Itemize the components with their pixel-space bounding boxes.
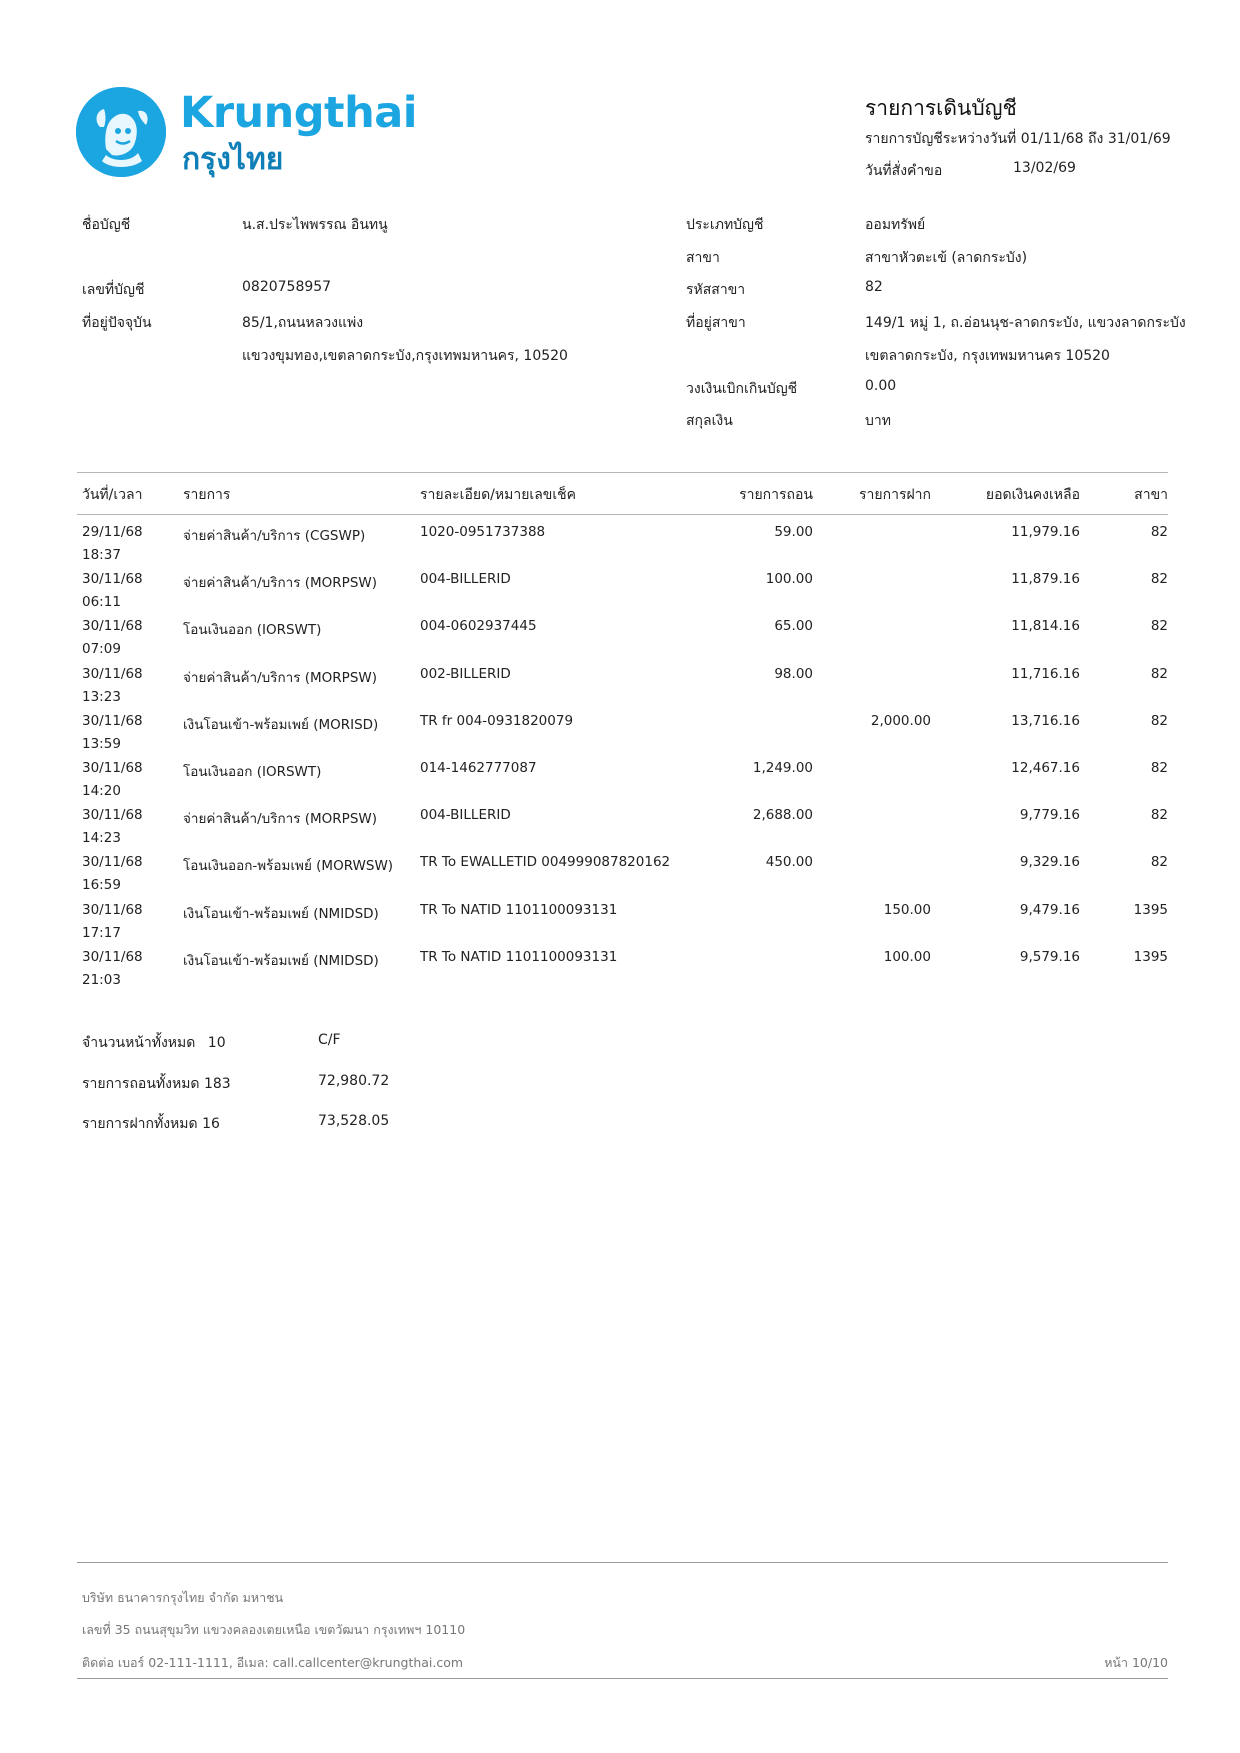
summary-withdraw-label: รายการถอนทั้งหมด xyxy=(82,1076,200,1092)
cell-date: 30/11/68 xyxy=(82,760,143,776)
period-label: รายการบัญชีระหว่างวันที่ xyxy=(865,131,1017,147)
cell-branch: 82 xyxy=(1150,618,1168,634)
cell-withdraw: 450.00 xyxy=(765,854,813,870)
footer-company: บริษัท ธนาคารกรุงไทย จำกัด มหาชน xyxy=(82,1590,284,1605)
cell-time: 13:23 xyxy=(82,689,121,705)
cell-balance: 12,467.16 xyxy=(1011,760,1080,776)
summary-deposit-total: 73,528.05 xyxy=(318,1113,390,1129)
footer-address: เลขที่ 35 ถนนสุขุมวิท แขวงคลองเตยเหนือ เขตวัฒนา กรุงเทพฯ 10110 xyxy=(82,1622,466,1637)
cell-branch: 82 xyxy=(1150,571,1168,587)
table-top-rule xyxy=(77,472,1168,473)
col-header-item: รายการ xyxy=(183,487,231,503)
phra-siam-devadhiraj-icon xyxy=(76,87,166,177)
footer-contact: ติดต่อ เบอร์ 02-111-1111, อีเมล: call.callcenter@krungthai.com xyxy=(82,1655,464,1670)
cell-branch: 82 xyxy=(1150,524,1168,540)
cell-withdraw: 2,688.00 xyxy=(752,807,813,823)
cell-date: 30/11/68 xyxy=(82,618,143,634)
col-header-withdraw: รายการถอน xyxy=(739,487,813,503)
currency-value: บาท xyxy=(865,413,891,429)
cell-deposit: 100.00 xyxy=(883,949,931,965)
logo-name-en: Krungthai xyxy=(180,88,417,138)
cell-balance: 11,716.16 xyxy=(1011,666,1080,682)
address-label: ที่อยู่ปัจจุบัน xyxy=(82,315,152,331)
cell-date: 30/11/68 xyxy=(82,902,143,918)
cell-branch: 82 xyxy=(1150,713,1168,729)
cell-detail: TR To NATID 1101100093131 xyxy=(420,902,618,918)
summary-deposit xyxy=(82,1113,220,1135)
cell-item: โอนเงินออก-พร้อมเพย์ (MORWSW) xyxy=(183,858,394,874)
cell-date: 30/11/68 xyxy=(82,713,143,729)
cell-item: จ่ายค่าสินค้า/บริการ (CGSWP) xyxy=(183,528,366,544)
cell-detail: 1020-0951737388 xyxy=(420,524,546,540)
cell-date: 29/11/68 xyxy=(82,524,143,540)
cell-time: 07:09 xyxy=(82,641,121,657)
summary-pages-label: จำนวนหน้าทั้งหมด xyxy=(82,1035,196,1051)
cell-time: 14:20 xyxy=(82,783,121,799)
account-type-label: ประเภทบัญชี xyxy=(686,217,764,233)
cell-withdraw: 65.00 xyxy=(774,618,813,634)
cell-detail: TR To EWALLETID 004999087820162 xyxy=(420,854,671,870)
col-header-deposit: รายการฝาก xyxy=(859,487,931,503)
cell-detail: TR fr 004-0931820079 xyxy=(420,713,574,729)
summary-deposit-count: 16 xyxy=(202,1116,220,1132)
account-name: น.ส.ประไพพรรณ อินทนู xyxy=(242,217,388,233)
branch-address-label: ที่อยู่สาขา xyxy=(686,315,746,331)
statement-period xyxy=(865,128,1171,150)
cell-item: โอนเงินออก (IORSWT) xyxy=(183,622,322,638)
cell-detail: 002-BILLERID xyxy=(420,666,511,682)
footer-page-number: หน้า 10/10 xyxy=(1104,1655,1168,1670)
overdraft-value: 0.00 xyxy=(865,378,897,394)
cell-time: 18:37 xyxy=(82,547,121,563)
cell-deposit: 2,000.00 xyxy=(870,713,931,729)
request-date: 13/02/69 xyxy=(1013,160,1076,176)
cell-date: 30/11/68 xyxy=(82,666,143,682)
summary-withdraw xyxy=(82,1073,231,1095)
cell-detail: 004-0602937445 xyxy=(420,618,537,634)
footer-top-rule xyxy=(77,1562,1168,1563)
cell-balance: 9,579.16 xyxy=(1019,949,1080,965)
summary-withdraw-total: 72,980.72 xyxy=(318,1073,390,1089)
cell-date: 30/11/68 xyxy=(82,854,143,870)
krungthai-logo-emblem xyxy=(76,87,166,177)
cell-branch: 82 xyxy=(1150,760,1168,776)
overdraft-label: วงเงินเบิกเกินบัญชี xyxy=(686,381,798,397)
cell-time: 16:59 xyxy=(82,877,121,893)
cell-date: 30/11/68 xyxy=(82,807,143,823)
branch-code-label: รหัสสาขา xyxy=(686,282,746,298)
summary-pages-value: 10 xyxy=(207,1035,226,1051)
cell-branch: 82 xyxy=(1150,807,1168,823)
account-name-label: ชื่อบัญชี xyxy=(82,217,131,233)
table-header-rule xyxy=(77,514,1168,515)
cell-detail: 014-1462777087 xyxy=(420,760,537,776)
cell-balance: 11,979.16 xyxy=(1011,524,1080,540)
col-header-detail: รายละเอียด/หมายเลขเช็ค xyxy=(420,487,576,503)
cell-time: 06:11 xyxy=(82,594,121,610)
cell-branch: 82 xyxy=(1150,666,1168,682)
period-to-label: ถึง xyxy=(1088,131,1104,147)
cell-date: 30/11/68 xyxy=(82,571,143,587)
cell-item: เงินโอนเข้า-พร้อมเพย์ (NMIDSD) xyxy=(183,906,379,922)
cell-withdraw: 1,249.00 xyxy=(752,760,813,776)
address-line2: แขวงขุมทอง,เขตลาดกระบัง,กรุงเทพมหานคร, 10520 xyxy=(242,348,568,364)
period-from: 01/11/68 xyxy=(1020,131,1084,147)
cell-time: 13:59 xyxy=(82,736,121,752)
branch-label: สาขา xyxy=(686,250,720,266)
cell-balance: 9,779.16 xyxy=(1019,807,1080,823)
cell-branch: 1395 xyxy=(1133,902,1168,918)
branch-address-line2: เขตลาดกระบัง, กรุงเทพมหานคร 10520 xyxy=(865,348,1110,364)
cell-time: 17:17 xyxy=(82,925,121,941)
cell-time: 21:03 xyxy=(82,972,121,988)
cell-item: จ่ายค่าสินค้า/บริการ (MORPSW) xyxy=(183,670,378,686)
request-date-label: วันที่สั่งคำขอ xyxy=(865,163,943,179)
cell-branch: 82 xyxy=(1150,854,1168,870)
cell-detail: 004-BILLERID xyxy=(420,571,511,587)
logo-name-th: กรุงไทย xyxy=(182,142,284,177)
summary-cf: C/F xyxy=(318,1032,341,1048)
cell-item: จ่ายค่าสินค้า/บริการ (MORPSW) xyxy=(183,575,378,591)
account-number: 0820758957 xyxy=(242,279,332,295)
account-number-label: เลขที่บัญชี xyxy=(82,282,145,298)
col-header-balance: ยอดเงินคงเหลือ xyxy=(985,487,1080,503)
cell-deposit: 150.00 xyxy=(883,902,931,918)
period-to: 31/01/69 xyxy=(1107,131,1171,147)
footer-bottom-rule xyxy=(77,1678,1168,1679)
cell-withdraw: 100.00 xyxy=(765,571,813,587)
cell-withdraw: 59.00 xyxy=(774,524,813,540)
cell-branch: 1395 xyxy=(1133,949,1168,965)
branch-code: 82 xyxy=(865,279,883,295)
cell-item: เงินโอนเข้า-พร้อมเพย์ (MORISD) xyxy=(183,717,379,733)
cell-item: โอนเงินออก (IORSWT) xyxy=(183,764,322,780)
account-type: ออมทรัพย์ xyxy=(865,217,926,233)
branch-address-line1: 149/1 หมู่ 1, ถ.อ่อนนุช-ลาดกระบัง, แขวงลาดกระบัง xyxy=(865,315,1186,331)
cell-balance: 9,329.16 xyxy=(1019,854,1080,870)
col-header-datetime: วันที่/เวลา xyxy=(82,487,143,503)
cell-balance: 11,879.16 xyxy=(1011,571,1080,587)
cell-balance: 9,479.16 xyxy=(1019,902,1080,918)
cell-balance: 13,716.16 xyxy=(1011,713,1080,729)
cell-time: 14:23 xyxy=(82,830,121,846)
currency-label: สกุลเงิน xyxy=(686,413,733,429)
summary-deposit-label: รายการฝากทั้งหมด xyxy=(82,1116,198,1132)
cell-detail: TR To NATID 1101100093131 xyxy=(420,949,618,965)
cell-detail: 004-BILLERID xyxy=(420,807,511,823)
cell-item: จ่ายค่าสินค้า/บริการ (MORPSW) xyxy=(183,811,378,827)
summary-pages xyxy=(82,1032,226,1054)
cell-item: เงินโอนเข้า-พร้อมเพย์ (NMIDSD) xyxy=(183,953,379,969)
document-title: รายการเดินบัญชี xyxy=(865,96,1017,120)
col-header-branch: สาขา xyxy=(1134,487,1168,503)
cell-balance: 11,814.16 xyxy=(1011,618,1080,634)
cell-withdraw: 98.00 xyxy=(774,666,813,682)
summary-withdraw-count: 183 xyxy=(203,1076,231,1092)
branch-name: สาขาหัวตะเข้ (ลาดกระบัง) xyxy=(865,250,1028,266)
cell-date: 30/11/68 xyxy=(82,949,143,965)
address-line1: 85/1,ถนนหลวงแพ่ง xyxy=(242,315,364,331)
